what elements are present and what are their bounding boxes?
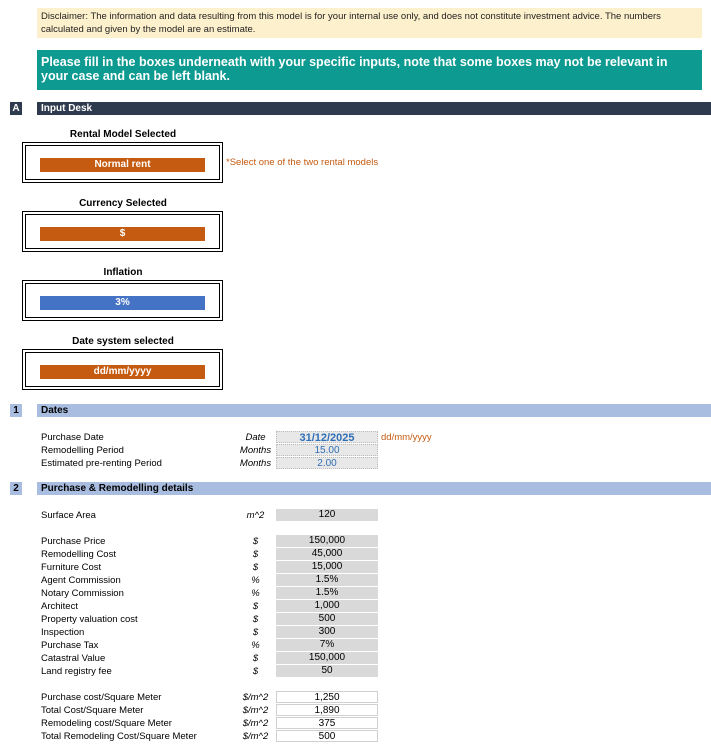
pre-renting-period-unit: Months bbox=[239, 458, 272, 469]
section-1-title: Dates bbox=[37, 404, 711, 417]
computed-row-unit: $/m^2 bbox=[242, 692, 269, 703]
purchase-row-unit: $ bbox=[252, 536, 259, 547]
purchase-row-value[interactable]: 45,000 bbox=[276, 548, 378, 560]
section-a-header bbox=[0, 102, 711, 115]
surface-area-input[interactable]: 120 bbox=[276, 509, 378, 521]
computed-row-unit: $/m^2 bbox=[242, 731, 269, 742]
section-2-title: Purchase & Remodelling details bbox=[37, 482, 711, 495]
purchase-row-value[interactable]: 1.5% bbox=[276, 574, 378, 586]
purchase-row-value[interactable]: 500 bbox=[276, 613, 378, 625]
purchase-row-unit: % bbox=[251, 640, 260, 651]
rental-model-label: Rental Model Selected bbox=[69, 129, 177, 140]
purchase-row-value[interactable]: 1,000 bbox=[276, 600, 378, 612]
purchase-row-unit: % bbox=[251, 588, 260, 599]
currency-dropdown[interactable]: $ bbox=[40, 227, 205, 241]
pre-renting-period-input[interactable]: 2.00 bbox=[276, 457, 378, 469]
purchase-row-unit: % bbox=[251, 575, 260, 586]
purchase-row-value[interactable]: 300 bbox=[276, 626, 378, 638]
purchase-row-unit: $ bbox=[252, 549, 259, 560]
currency-box bbox=[22, 211, 223, 252]
section-a-title: Input Desk bbox=[37, 102, 711, 115]
computed-row-unit: $/m^2 bbox=[242, 705, 269, 716]
remodelling-period-input[interactable]: 15.00 bbox=[276, 444, 378, 456]
purchase-date-format-hint: dd/mm/yyyy bbox=[381, 432, 432, 443]
purchase-row-label: Notary Commission bbox=[41, 588, 124, 599]
purchase-row-unit: $ bbox=[252, 653, 259, 664]
purchase-row-label: Purchase Price bbox=[41, 536, 106, 547]
section-2-number: 2 bbox=[10, 482, 22, 495]
computed-row-unit: $/m^2 bbox=[242, 718, 269, 729]
computed-row-label: Total Cost/Square Meter bbox=[41, 705, 144, 716]
section-1-header bbox=[0, 404, 711, 417]
rental-model-dropdown[interactable]: Normal rent bbox=[40, 158, 205, 172]
purchase-row-value[interactable]: 1.5% bbox=[276, 587, 378, 599]
remodelling-period-unit: Months bbox=[239, 445, 272, 456]
computed-row-value: 375 bbox=[276, 717, 378, 729]
purchase-row-label: Land registry fee bbox=[41, 666, 112, 677]
inflation-input[interactable]: 3% bbox=[40, 296, 205, 310]
purchase-row-label: Remodelling Cost bbox=[41, 549, 116, 560]
section-1-number: 1 bbox=[10, 404, 22, 417]
computed-row-label: Purchase cost/Square Meter bbox=[41, 692, 162, 703]
purchase-date-label: Purchase Date bbox=[41, 432, 104, 443]
purchase-row-unit: $ bbox=[252, 601, 259, 612]
purchase-row-label: Architect bbox=[41, 601, 78, 612]
purchase-date-input[interactable]: 31/12/2025 bbox=[276, 431, 378, 443]
purchase-row-unit: $ bbox=[252, 562, 259, 573]
purchase-row-value[interactable]: 50 bbox=[276, 665, 378, 677]
rental-model-hint: *Select one of the two rental models bbox=[226, 157, 379, 168]
surface-area-label: Surface Area bbox=[41, 510, 96, 521]
remodelling-period-label: Remodelling Period bbox=[41, 445, 124, 456]
date-system-box bbox=[22, 349, 223, 390]
purchase-row-label: Agent Commission bbox=[41, 575, 121, 586]
pre-renting-period-label: Estimated pre-renting Period bbox=[41, 458, 162, 469]
computed-row-label: Remodeling cost/Square Meter bbox=[41, 718, 172, 729]
purchase-row-unit: $ bbox=[252, 666, 259, 677]
purchase-row-label: Catastral Value bbox=[41, 653, 106, 664]
computed-row-value: 1,250 bbox=[276, 691, 378, 703]
section-a-number: A bbox=[10, 102, 22, 115]
computed-row-value: 500 bbox=[276, 730, 378, 742]
date-system-label: Date system selected bbox=[72, 336, 174, 347]
inflation-label: Inflation bbox=[103, 267, 143, 278]
currency-label: Currency Selected bbox=[79, 198, 167, 209]
purchase-row-label: Furniture Cost bbox=[41, 562, 102, 573]
purchase-row-value[interactable]: 7% bbox=[276, 639, 378, 651]
purchase-row-value[interactable]: 15,000 bbox=[276, 561, 378, 573]
instructions-banner: Please fill in the boxes underneath with your specific inputs, note that some boxes may not be relevant in your case and can be left blank. bbox=[37, 50, 702, 90]
purchase-row-value[interactable]: 150,000 bbox=[276, 652, 378, 664]
purchase-row-value[interactable]: 150,000 bbox=[276, 535, 378, 547]
purchase-row-label: Inspection bbox=[41, 627, 85, 638]
date-system-dropdown[interactable]: dd/mm/yyyy bbox=[40, 365, 205, 379]
purchase-row-label: Property valuation cost bbox=[41, 614, 138, 625]
computed-row-label: Total Remodeling Cost/Square Meter bbox=[41, 731, 197, 742]
computed-row-value: 1,890 bbox=[276, 704, 378, 716]
purchase-row-unit: $ bbox=[252, 614, 259, 625]
section-2-header bbox=[0, 482, 711, 495]
surface-area-unit: m^2 bbox=[246, 510, 265, 521]
disclaimer-note: Disclaimer: The information and data resulting from this model is for your internal use only, and does not constitute investment advice. The numbers calculated and given by the model are an estimate. bbox=[37, 8, 702, 38]
purchase-row-label: Purchase Tax bbox=[41, 640, 99, 651]
inflation-box bbox=[22, 280, 223, 321]
purchase-date-unit: Date bbox=[245, 432, 266, 443]
purchase-row-unit: $ bbox=[252, 627, 259, 638]
rental-model-box bbox=[22, 142, 223, 183]
